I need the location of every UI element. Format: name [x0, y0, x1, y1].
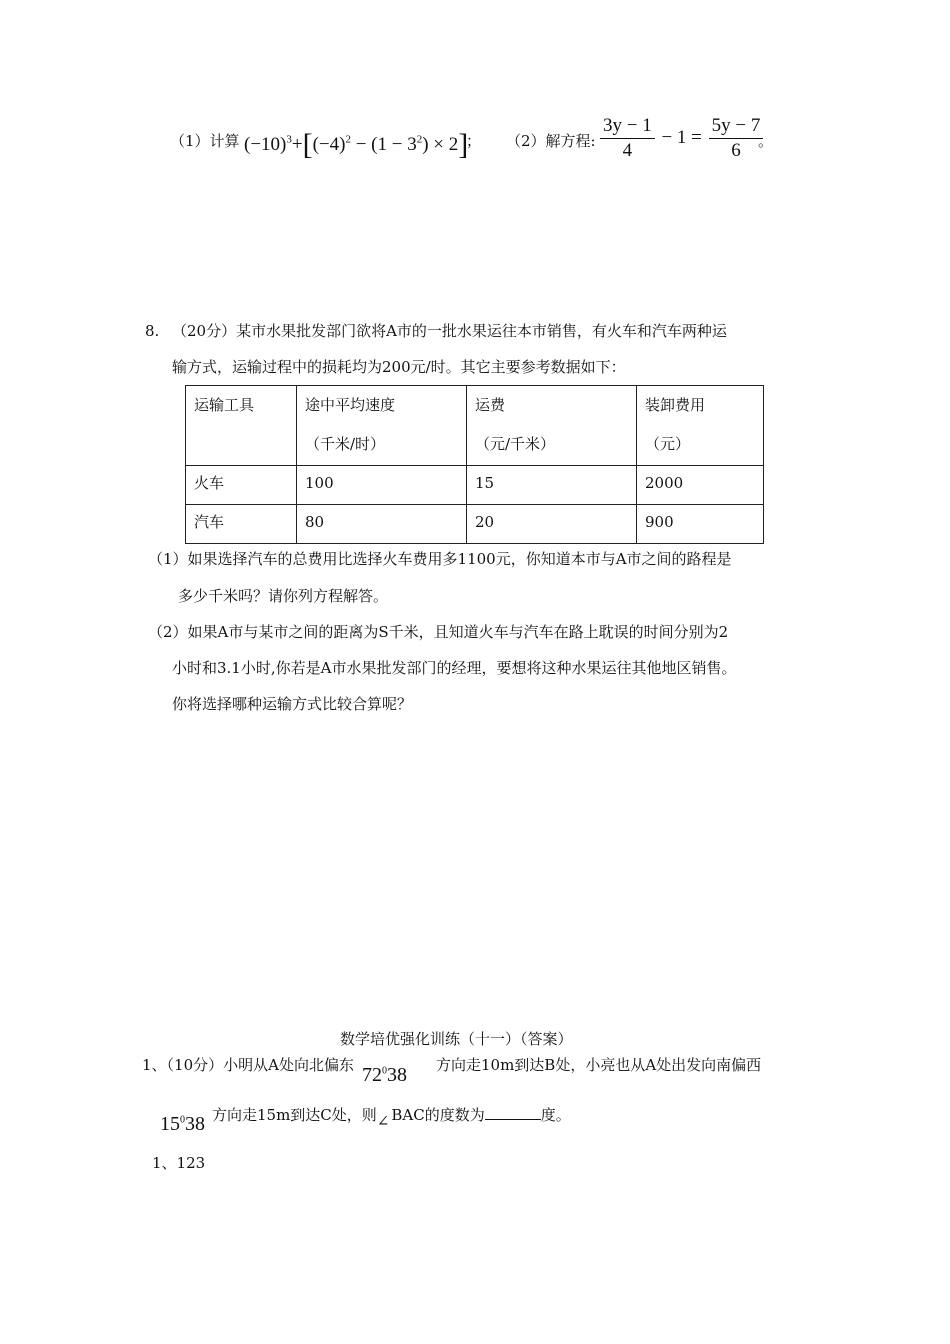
table-cell: 火车	[186, 466, 297, 505]
problem8-line1: （20分）某市水果批发部门欲将A市的一批水果运往本市销售，有火车和汽车两种运	[172, 322, 727, 340]
equation-period: 。	[758, 132, 774, 150]
answer-q1-after: 方向走15m到达C处，则∠ BAC的度数为 度。	[212, 1106, 571, 1130]
answer-q1-mid: 方向走10m到达B处，小亮也从A处出发向南偏西	[436, 1056, 762, 1074]
table-header-row	[186, 386, 764, 466]
question-one-line1: （1）如果选择汽车的总费用比选择火车费用多1100元，你知道本市与A市之间的路程是	[148, 550, 732, 568]
header-cell: 装卸费用 （元）	[637, 386, 764, 466]
problem8-line2: 输方式，运输过程中的损耗均为200元/时。其它主要参考数据如下：	[172, 358, 626, 376]
semicolon: ；	[466, 132, 482, 150]
question-two-line3: 你将选择哪种运输方式比较合算呢？	[172, 695, 413, 713]
table-cell: 20	[467, 505, 637, 544]
table-row	[186, 505, 764, 544]
question-one-line2: 多少千米吗？请你列方程解答。	[178, 587, 389, 605]
equation	[598, 114, 765, 163]
table-cell: 2000	[637, 466, 764, 505]
part-two-label: （2）解方程:	[506, 132, 596, 150]
answer-blank	[485, 1105, 541, 1120]
table-cell: 汽车	[186, 505, 297, 544]
header-cell: 运输工具	[186, 386, 297, 466]
question-two-line1: （2）如果A市与某市之间的距离为S千米，且知道火车与汽车在路上耽误的时间分别为2	[148, 623, 729, 641]
bracket-open: [	[302, 128, 313, 161]
angle-two: $15^038$	[160, 1113, 205, 1135]
part-one-label: （1）计算	[170, 132, 240, 150]
term-rest: ) × 2	[422, 134, 459, 155]
term-one: (−4)	[312, 134, 346, 155]
angle-one: $72^038$	[362, 1064, 407, 1086]
part-one-expression	[244, 128, 468, 162]
term-two: − (1 − 3	[350, 134, 417, 155]
rhs-fraction	[709, 114, 764, 163]
table-cell: 80	[297, 505, 467, 544]
answer-q1-prefix: 1、（10分）小明从A处向北偏东	[142, 1056, 354, 1074]
lhs-numerator: 3y − 1	[600, 114, 655, 139]
data-table	[185, 385, 764, 544]
table-cell: 900	[637, 505, 764, 544]
answer-value: 1、123	[152, 1154, 206, 1172]
lhs-denominator: 4	[622, 140, 633, 161]
expr-exponent: 3	[286, 133, 292, 146]
rhs-denominator: 6	[731, 140, 741, 161]
header-cell: 途中平均速度 （千米/时）	[297, 386, 467, 466]
expr-base: (−10)	[244, 134, 287, 155]
table-cell: 100	[297, 466, 467, 505]
header-cell: 运费 （元/千米）	[467, 386, 637, 466]
rhs-numerator: 5y − 7	[709, 114, 764, 139]
term-one-exponent: 2	[345, 133, 351, 146]
lhs-fraction	[600, 114, 655, 163]
problem-number: 8.	[145, 322, 160, 340]
term-two-exponent: 2	[416, 133, 423, 146]
answers-title: 数学培优强化训练（十一）（答案）	[340, 1030, 573, 1048]
question-two-line2: 小时和3.1小时,你若是A市水果批发部门的经理，要想将这种水果运往其他地区销售。	[172, 659, 737, 677]
table-cell: 15	[467, 466, 637, 505]
equation-middle: − 1 =	[661, 126, 702, 148]
table-row	[186, 466, 764, 505]
expr-plus: +	[291, 134, 303, 155]
angle-symbol: ∠	[376, 1112, 390, 1130]
bracket-close: ]	[458, 128, 469, 161]
